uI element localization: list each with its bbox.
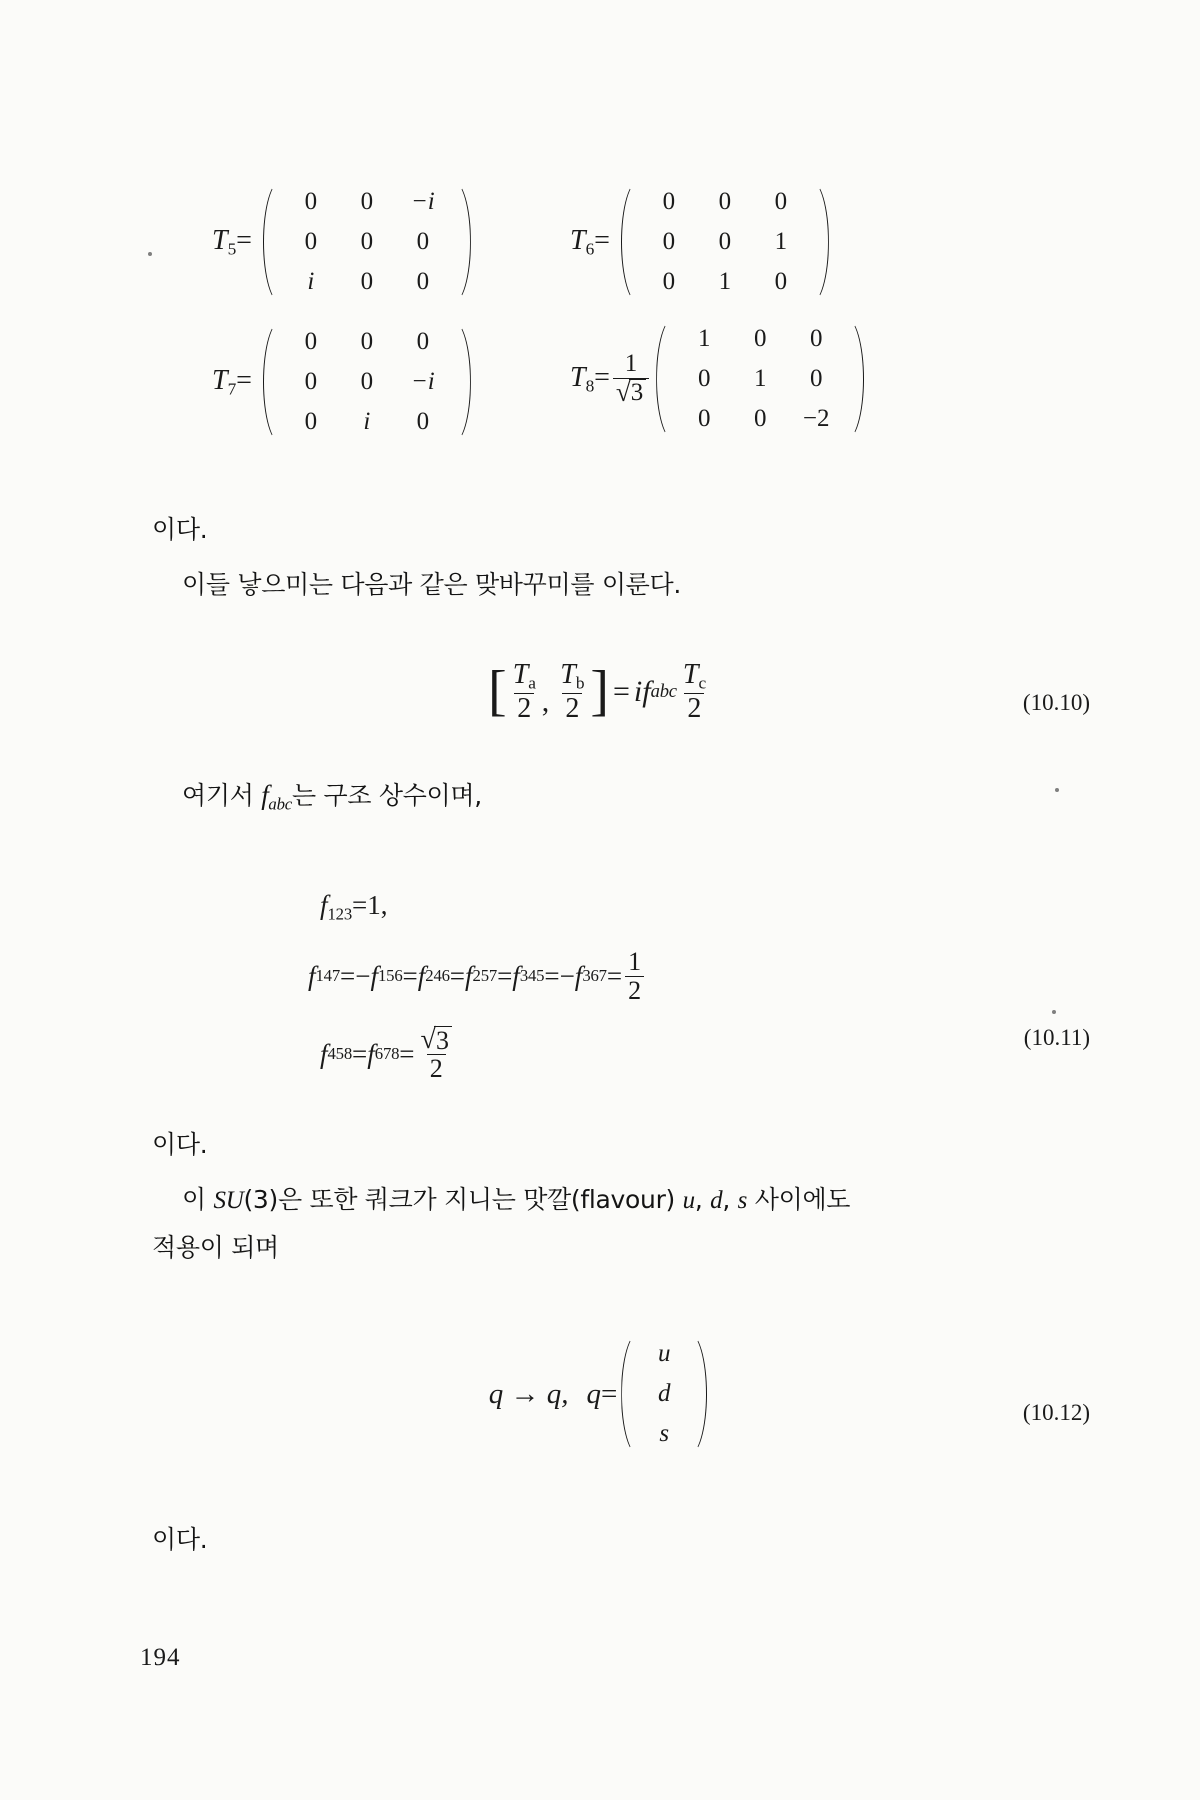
fraction-Ta-2: $\frac{T_a}{2}$ [512, 659, 536, 724]
matrix-T6-label: $T_6=$ [570, 224, 610, 259]
imaginary-unit: i [633, 674, 643, 708]
matrix-cell: 0 [416, 228, 430, 255]
paren-left-icon [259, 318, 281, 446]
paren-left-icon [259, 178, 281, 306]
matrix-T8-prefactor: 1 √ 3 [613, 351, 649, 407]
scan-artifact-dot [148, 252, 152, 256]
paren-right-icon [811, 178, 833, 306]
scan-artifact-dot [1052, 1010, 1056, 1014]
paren-right-icon [689, 1330, 711, 1458]
f-symbol: f [261, 780, 269, 810]
matrix-cell: d [658, 1380, 671, 1407]
matrix-cell: 0 [360, 368, 374, 395]
matrix-cell: 0 [809, 325, 823, 352]
matrix-cell: 0 [774, 268, 788, 295]
fraction-Tb-2: $\frac{T_b}{2}$ [560, 659, 585, 724]
equation-commutator: [ $\frac{T_a}{2}$ , $\frac{T_b}{2}$ ] = i f abc $\frac{T_c}{2}$ [0, 660, 1200, 723]
paragraph-ida-1: 이다. [152, 515, 208, 544]
paragraph-ida-3: 이다. [152, 1525, 208, 1554]
matrix-cell: 0 [662, 228, 676, 255]
text-suffix: 는 구조 상수이며, [291, 781, 482, 810]
structure-constant-symbol: f [642, 674, 651, 708]
matrix-cell: 0 [304, 188, 318, 215]
matrix-T7 [212, 318, 475, 446]
fraction-sqrt3-over-2: √ 3 2 [418, 1026, 455, 1083]
paragraph-commutator-intro: 이들 낳으미는 다음과 같은 맞바꾸미를 이룬다. [182, 570, 682, 599]
paren-right-icon [453, 178, 475, 306]
matrix-T8 [570, 315, 868, 443]
matrix-T7-label: $T_7=$ [212, 364, 252, 399]
matrix-cell: 0 [662, 268, 676, 295]
matrix-cell: 1 [774, 228, 788, 255]
matrix-cell: s [659, 1420, 670, 1447]
paragraph-ida-2: 이다. [152, 1130, 208, 1159]
matrix-T5-body [259, 178, 475, 306]
matrix-cell: i [307, 268, 315, 295]
matrix-cell: 0 [809, 365, 823, 392]
matrix-cell: i [363, 408, 371, 435]
matrix-cell: 0 [360, 328, 374, 355]
paren-right-icon [846, 315, 868, 443]
quark-column-vector [617, 1330, 711, 1458]
f147-chain-line: f 147 = − f 156 = f 246 = f 257 = f 345 = − f 367 = $\frac{1}{2}$ [308, 948, 647, 1004]
matrix-cell: 0 [774, 188, 788, 215]
matrix-cell: −i [410, 368, 435, 395]
matrix-cell: 0 [416, 268, 430, 295]
matrix-cell: 0 [304, 228, 318, 255]
quark-d: d [710, 1187, 723, 1214]
equation-quark-triplet: q → q, q = u d s [0, 1330, 1200, 1458]
matrix-cell: −2 [802, 405, 830, 432]
matrix-T8-label: $T_8=$ [570, 361, 610, 396]
matrix-T5-label: $T_5=$ [212, 224, 252, 259]
equals-sign: = [613, 674, 630, 708]
paragraph-structure-constants-intro: 여기서 $f_{abc}$는 구조 상수이며, [182, 780, 482, 814]
matrix-cell: 0 [697, 405, 711, 432]
matrix-T5 [212, 178, 475, 306]
matrix-cell: 0 [360, 228, 374, 255]
quark-transform-lhs: q → q, [488, 1377, 569, 1410]
fraction-one-half: $\frac{1}{2}$ [625, 948, 644, 1004]
quark-column-symbol: q [586, 1377, 601, 1410]
matrix-cell: 0 [753, 405, 767, 432]
matrix-cell: 0 [360, 268, 374, 295]
equation-structure-constants [308, 890, 647, 1084]
text-prefix: 여기서 [182, 781, 262, 810]
page-number: 194 [140, 1644, 181, 1671]
matrix-cell: 0 [416, 328, 430, 355]
matrix-cell: 0 [662, 188, 676, 215]
matrix-T8-body [652, 315, 868, 443]
paren-left-icon [652, 315, 674, 443]
equation-number-10-12: (10.12) [1022, 1400, 1090, 1425]
scan-artifact-dot [1055, 788, 1059, 792]
matrix-cell: 0 [304, 368, 318, 395]
paren-right-icon [453, 318, 475, 446]
paragraph-flavour-cont: 적용이 되며 [152, 1233, 279, 1262]
su-symbol: SU [213, 1187, 244, 1214]
matrix-cell: 0 [416, 408, 430, 435]
matrix-cell: 0 [697, 365, 711, 392]
fraction-Tc-2: $\frac{T_c}{2}$ [682, 659, 706, 724]
matrix-T7-body [259, 318, 475, 446]
matrix-cell: −i [410, 188, 435, 215]
quark-u: u [682, 1187, 695, 1214]
matrix-T6 [570, 178, 833, 306]
matrix-cell: 0 [304, 408, 318, 435]
sqrt-icon: √ 3 [616, 379, 646, 406]
bracket-left: [ [488, 660, 507, 723]
matrix-cell: 0 [304, 328, 318, 355]
quark-s: s [737, 1187, 748, 1214]
paragraph-flavour: 이 SU(3)은 또한 쿼크가 지니는 맛깔(flavour) u, d, s 사이에도 [182, 1185, 851, 1214]
comma: , [541, 685, 550, 719]
paren-left-icon [617, 178, 639, 306]
paren-left-icon [617, 1330, 639, 1458]
matrix-cell: u [658, 1340, 671, 1367]
bracket-right: ] [590, 660, 609, 723]
matrix-T6-body [617, 178, 833, 306]
sqrt-icon: √ 3 [421, 1026, 452, 1054]
matrix-cell: 1 [753, 365, 767, 392]
f458-line: f 458 = f 678 = √ 3 2 [320, 1026, 647, 1083]
matrix-cell: 1 [697, 325, 711, 352]
matrix-cell: 0 [718, 188, 732, 215]
matrix-cell: 0 [718, 228, 732, 255]
equation-number-10-10: (10.10) [1022, 690, 1090, 715]
equation-number-10-11: (10.11) [1023, 1025, 1090, 1050]
matrix-cell: 1 [718, 268, 732, 295]
matrix-cell: 0 [360, 188, 374, 215]
f123-line: $f_{123}=1$, [320, 890, 388, 924]
matrix-cell: 0 [753, 325, 767, 352]
